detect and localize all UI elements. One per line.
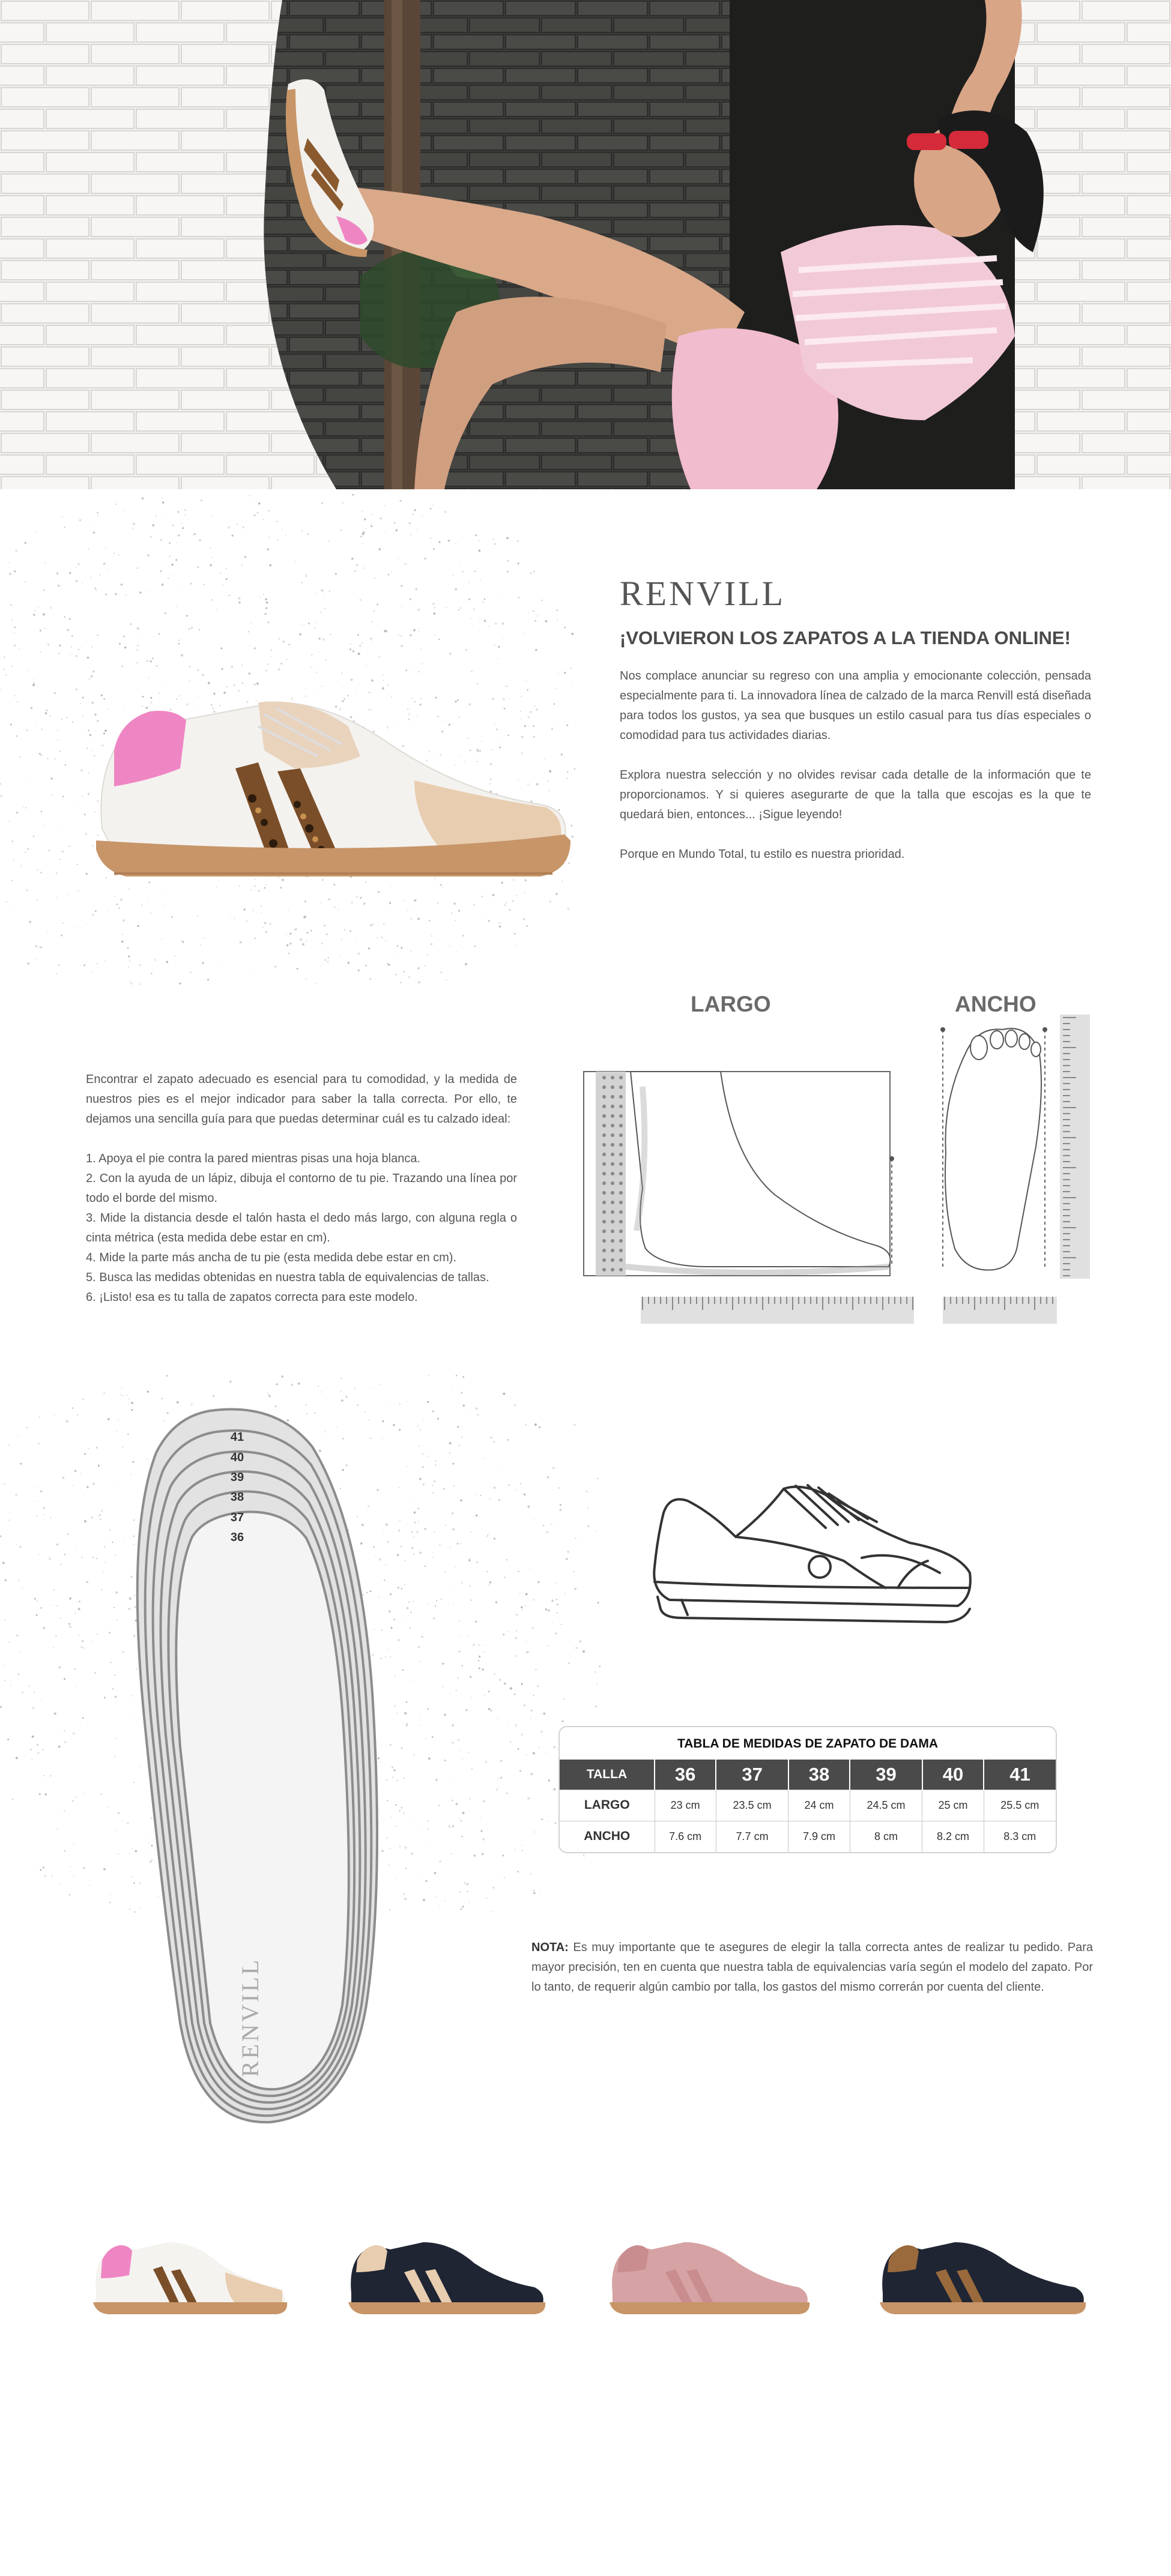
table-cell: 7.9 cm [788, 1821, 850, 1852]
sneaker-outline-icon [646, 1477, 982, 1633]
table-cell: 23.5 cm [716, 1790, 788, 1821]
insole-size-label: 37 [230, 1511, 244, 1524]
table-cell: 25.5 cm [984, 1790, 1056, 1821]
size-table-size: 41 [984, 1760, 1056, 1790]
insole-size-label: 38 [230, 1491, 244, 1504]
variant-black-leopard[interactable] [871, 2236, 1099, 2326]
variant-pink-rose[interactable] [601, 2236, 823, 2326]
headline: ¡VOLVIERON LOS ZAPATOS A LA TIENDA ONLINE! [620, 627, 1071, 648]
measure-guide [86, 1070, 517, 1308]
size-table-size: 39 [850, 1760, 922, 1790]
insole-size-label: 40 [230, 1451, 244, 1464]
insole-size-diagram [120, 1405, 402, 2125]
size-table-size: 36 [655, 1760, 716, 1790]
size-table-size: 40 [922, 1760, 984, 1790]
table-cell: 7.7 cm [716, 1821, 788, 1852]
insole-size-label: 39 [230, 1471, 244, 1484]
size-table-title: TABLA DE MEDIDAS DE ZAPATO DE DAMA [677, 1737, 938, 1751]
table-cell: 8.3 cm [984, 1821, 1056, 1852]
sneaker-main-image [78, 678, 576, 912]
table-cell: 23 cm [655, 1790, 716, 1821]
guide-step: 3. Mide la distancia desde el talón hasta el dedo más largo, con alguna regla o cinta métrica (esta medida debe estar en cm). [86, 1211, 517, 1244]
table-cell: 24.5 cm [850, 1790, 922, 1821]
intro-paragraph: Explora nuestra selección y no olvides revisar cada detalle de la información que te proporcionamos. Y si quieres asegurarte de que la talla que escojas es la que te quedará bien, entonces... ¡Sigue leyendo! [620, 768, 1091, 821]
foot-measure-diagram [582, 1015, 1099, 1339]
size-table-size: 37 [716, 1760, 788, 1790]
size-table [558, 1726, 1057, 1853]
nota-text [531, 1938, 1093, 1997]
table-row [560, 1821, 1056, 1852]
guide-intro: Encontrar el zapato adecuado es esencial para tu comodidad, y la medida de nuestros pies es el mejor indicador para saber la talla correcta. Por ello, te dejamos una sencilla guía para que puedas determinar cuál es tu calzado ideal: [86, 1073, 517, 1126]
intro-paragraph: Porque en Mundo Total, tu estilo es nuestra prioridad. [620, 848, 905, 861]
guide-step: 1. Apoya el pie contra la pared mientras pisas una hoja blanca. [86, 1152, 421, 1165]
guide-step: 5. Busca las medidas obtenidas en nuestra tabla de equivalencias de tallas. [86, 1271, 489, 1284]
insole-size-label: 36 [230, 1531, 244, 1544]
variant-black-beige[interactable] [339, 2236, 555, 2326]
size-table-size: 38 [788, 1760, 850, 1790]
table-cell: 25 cm [922, 1790, 984, 1821]
intro-paragraph: Nos complace anunciar su regreso con una amplia y emocionante colección, pensada especialmente para ti. La innovadora línea de calzado de la marca Renvill está diseñada para todos los gustos, ya sea que busques un estilo casual para tus días especiales o comodidad para tus actividades diarias. [620, 669, 1091, 742]
guide-step: 2. Con la ayuda de un lápiz, dibuja el contorno de tu pie. Trazando una línea por todo el borde del mismo. [86, 1172, 517, 1205]
nota-body: Es muy importante que te asegures de elegir la talla correcta antes de realizar tu pedido. Para mayor precisión, ten en cuenta que nuestra tabla de equivalencias varía según el modelo del zapato. Por lo tanto, de requerir algún cambio por talla, los gastos del mismo correrán por cuenta del cliente. [531, 1941, 1093, 1994]
intro-text [620, 666, 1091, 884]
table-row [560, 1790, 1056, 1821]
hero-photo [0, 0, 1171, 489]
nota-label: NOTA: [531, 1941, 569, 1954]
variant-white-pink-leopard[interactable] [84, 2236, 294, 2326]
table-cell: 7.6 cm [655, 1821, 716, 1852]
label-largo: LARGO [691, 992, 771, 1016]
row-label: LARGO [560, 1790, 655, 1821]
brand-title: RENVILL [620, 574, 786, 613]
size-table-header-label: TALLA [560, 1760, 655, 1790]
table-cell: 24 cm [788, 1790, 850, 1821]
insole-size-label: 41 [230, 1431, 244, 1444]
guide-step: 4. Mide la parte más ancha de tu pie (esta medida debe estar en cm). [86, 1251, 457, 1264]
insole-brand: RENVILL [237, 1957, 264, 2077]
guide-step: 6. ¡Listo! esa es tu talla de zapatos correcta para este modelo. [86, 1291, 418, 1304]
row-label: ANCHO [560, 1821, 655, 1852]
label-ancho: ANCHO [955, 992, 1036, 1016]
table-cell: 8.2 cm [922, 1821, 984, 1852]
table-cell: 8 cm [850, 1821, 922, 1852]
